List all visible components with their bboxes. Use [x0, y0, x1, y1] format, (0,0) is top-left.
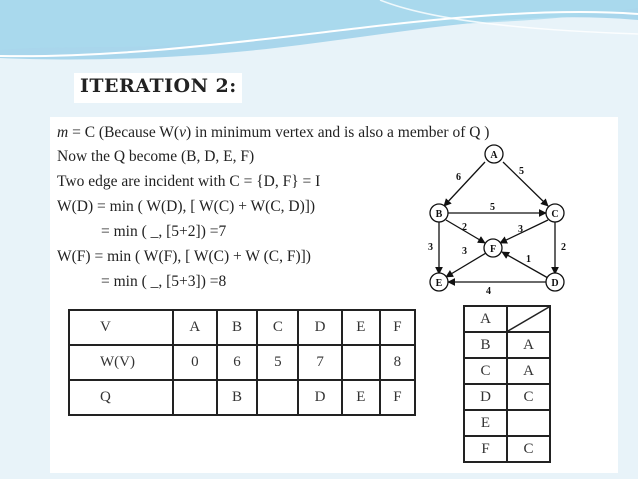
- table-cell: A: [507, 358, 550, 384]
- text-line-5: = min ( _, [5+2]) =7: [101, 223, 227, 240]
- table-cell: E: [464, 410, 507, 436]
- table-cell: B: [217, 310, 258, 345]
- table-cell: C: [507, 436, 550, 462]
- edge-c-f: [500, 220, 548, 243]
- node-f-label: F: [489, 244, 497, 255]
- table-cell: 7: [298, 345, 342, 380]
- text-line-7: = min ( _, [5+3]) =8: [101, 273, 227, 290]
- table-cell: 6: [217, 345, 258, 380]
- node-d-label: D: [551, 278, 559, 289]
- edge-d-f: [502, 252, 548, 278]
- node-b-label: B: [435, 209, 443, 220]
- table-cell: B: [217, 380, 258, 415]
- weight-b-f: 2: [462, 222, 467, 233]
- node-a-label: A: [490, 150, 498, 161]
- table-row: [69, 345, 415, 380]
- table-cell: E: [342, 380, 380, 415]
- table-cell: [342, 345, 380, 380]
- text-line-1: m = C (Because W(v) in minimum vertex and is also a member of Q ): [57, 124, 490, 141]
- table-cell: [173, 380, 217, 415]
- table-row: [464, 332, 550, 358]
- table-cell: C: [257, 310, 298, 345]
- table-cell: W(V): [69, 345, 173, 380]
- text-line-2: Now the Q become (B, D, E, F): [57, 148, 255, 165]
- table-cell: 5: [257, 345, 298, 380]
- text-line-6: W(F) = min ( W(F), [ W(C) + W (C, F)]): [57, 248, 311, 265]
- weight-b-c: 5: [490, 202, 495, 213]
- weight-a-c: 5: [519, 166, 524, 177]
- table-row: [464, 306, 550, 332]
- table-cell: [507, 410, 550, 436]
- diagonal-empty-cell: [507, 306, 550, 332]
- table-cell: 8: [380, 345, 415, 380]
- edge-a-b: [444, 162, 485, 206]
- table-cell: F: [380, 310, 415, 345]
- table-cell: D: [298, 310, 342, 345]
- table-row: [464, 410, 550, 436]
- weighted-graph-diagram: [418, 140, 578, 300]
- edge-a-c: [503, 162, 548, 206]
- text-line-4: W(D) = min ( W(D), [ W(C) + W(C, D)]): [57, 198, 316, 215]
- diagonal-slash-icon: [508, 307, 549, 331]
- weight-a-b: 6: [456, 172, 461, 183]
- table-row: [464, 358, 550, 384]
- table-cell: D: [464, 384, 507, 410]
- table-cell: F: [380, 380, 415, 415]
- weight-c-f: 3: [518, 224, 523, 235]
- table-cell: F: [464, 436, 507, 462]
- weight-d-f: 1: [526, 254, 531, 265]
- table-cell: D: [298, 380, 342, 415]
- table-cell: E: [342, 310, 380, 345]
- table-cell: A: [173, 310, 217, 345]
- table-cell: C: [464, 358, 507, 384]
- table-cell: 0: [173, 345, 217, 380]
- weight-c-d: 2: [561, 242, 566, 253]
- header-wave-decoration: [0, 0, 638, 80]
- table-row: [69, 310, 415, 345]
- table-cell: [257, 380, 298, 415]
- table-cell: V: [69, 310, 173, 345]
- node-c-label: C: [551, 209, 559, 220]
- table-cell: A: [507, 332, 550, 358]
- predecessor-table: [463, 305, 551, 463]
- node-e-label: E: [435, 278, 443, 289]
- table-row: [69, 380, 415, 415]
- table-row: [464, 436, 550, 462]
- table-cell: C: [507, 384, 550, 410]
- weight-b-e: 3: [428, 242, 433, 253]
- text-line-3: Two edge are incident with C = {D, F} = I: [57, 173, 321, 190]
- weight-d-e: 4: [486, 286, 491, 297]
- distance-table: [68, 309, 416, 416]
- table-row: [464, 384, 550, 410]
- weight-f-e: 3: [462, 246, 467, 257]
- slide-heading: ITERATION 2:: [80, 75, 237, 97]
- table-cell: A: [464, 306, 507, 332]
- table-cell: Q: [69, 380, 173, 415]
- table-cell: B: [464, 332, 507, 358]
